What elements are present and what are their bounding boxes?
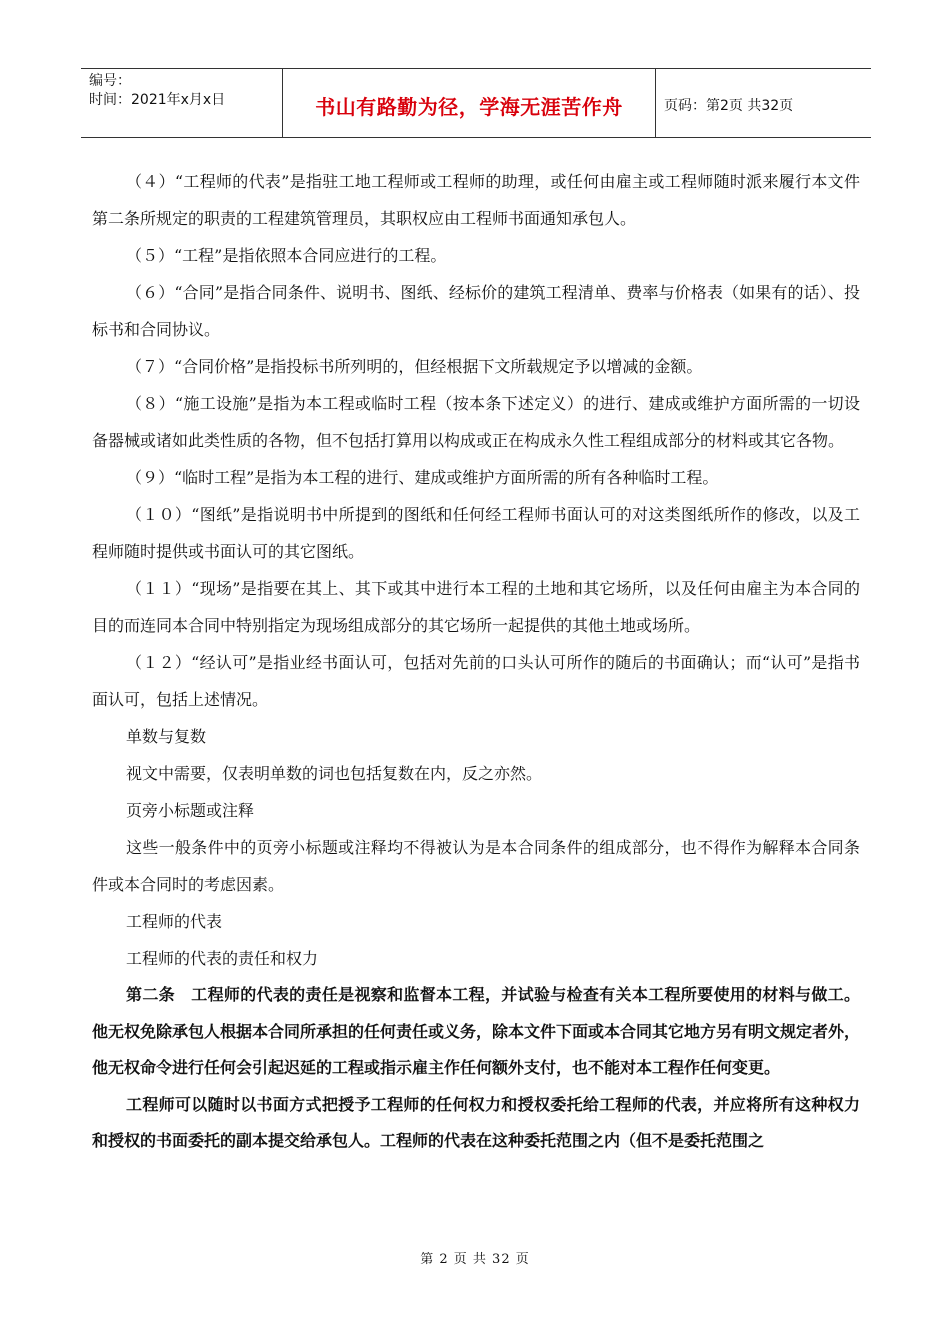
document-body xyxy=(92,163,860,1160)
page-footer: 第 2 页 共 32 页 xyxy=(420,1252,530,1267)
article-paragraph: 第二条 工程师的代表的责任是视察和监督本工程，并试验与检查有关本工程所要使用的材料与做工。他无权免除承包人根据本合同所承担的任何责任或义务，除本文件下面或本合同其它地方另有明文规定者外，他无权命令进行任何会引起迟延的工程或指示雇主作任何额外支付，也不能对本工程作任何变更。 xyxy=(92,985,861,1077)
paragraph: （５）“工程”是指依照本合同应进行的工程。 xyxy=(126,246,447,265)
paragraph: （９）“临时工程”是指为本工程的进行、建成或维护方面所需的所有各种临时工程。 xyxy=(126,468,719,487)
paragraph: （８）“施工设施”是指为本工程或临时工程（按本条下述定义）的进行、建成或维护方面所需的一切设备器械或诸如此类性质的各物，但不包括打算用以构成或正在构成永久性工程组成部分的材料或其它各物。 xyxy=(92,394,860,450)
section-heading: 工程师的代表的责任和权力 xyxy=(126,949,319,968)
document-number-label: 编号： xyxy=(89,73,131,89)
section-heading: 页旁小标题或注释 xyxy=(126,801,255,820)
paragraph: 视文中需要，仅表明单数的词也包括复数在内，反之亦然。 xyxy=(126,764,543,783)
paragraph: 这些一般条件中的页旁小标题或注释均不得被认为是本合同条件的组成部分，也不得作为解释本合同条件或本合同时的考虑因素。 xyxy=(92,838,860,894)
section-heading: 工程师的代表 xyxy=(126,912,223,931)
section-heading: 单数与复数 xyxy=(126,727,207,746)
document-date-label: 时间：2021年x月x日 xyxy=(89,92,226,108)
paragraph: （４）“工程师的代表”是指驻工地工程师或工程师的助理，或任何由雇主或工程师随时派来履行本文件第二条所规定的职责的工程建筑管理员，其职权应由工程师书面通知承包人。 xyxy=(92,172,860,228)
paragraph: （１１）“现场”是指要在其上、其下或其中进行本工程的土地和其它场所，以及任何由雇主为本合同的目的而连同本合同中特别指定为现场组成部分的其它场所一起提供的其他土地或场所。 xyxy=(92,579,860,635)
page-header xyxy=(81,68,871,138)
paragraph: （１０）“图纸”是指说明书中所提到的图纸和任何经工程师书面认可的对这类图纸所作的修改，以及工程师随时提供或书面认可的其它图纸。 xyxy=(92,505,860,561)
paragraph: （６）“合同”是指合同条件、说明书、图纸、经标价的建筑工程清单、费率与价格表（如果有的话）、投标书和合同协议。 xyxy=(92,283,860,339)
paragraph: （７）“合同价格”是指投标书所列明的，但经根据下文所载规定予以增减的金额。 xyxy=(126,357,703,376)
header-page-info: 页码：第2页 共32页 xyxy=(664,98,794,114)
header-motto: 书山有路勤为径，学海无涯苦作舟 xyxy=(283,69,656,137)
header-meta xyxy=(81,69,283,137)
article-paragraph: 工程师可以随时以书面方式把授予工程师的任何权力和授权委托给工程师的代表，并应将所有这种权力和授权的书面委托的副本提交给承包人。工程师的代表在这种委托范围之内（但不是委托范围之 xyxy=(92,1094,860,1150)
paragraph: （１２）“经认可”是指业经书面认可，包括对先前的口头认可所作的随后的书面确认；而“认可”是指书面认可，包括上述情况。 xyxy=(92,653,860,709)
